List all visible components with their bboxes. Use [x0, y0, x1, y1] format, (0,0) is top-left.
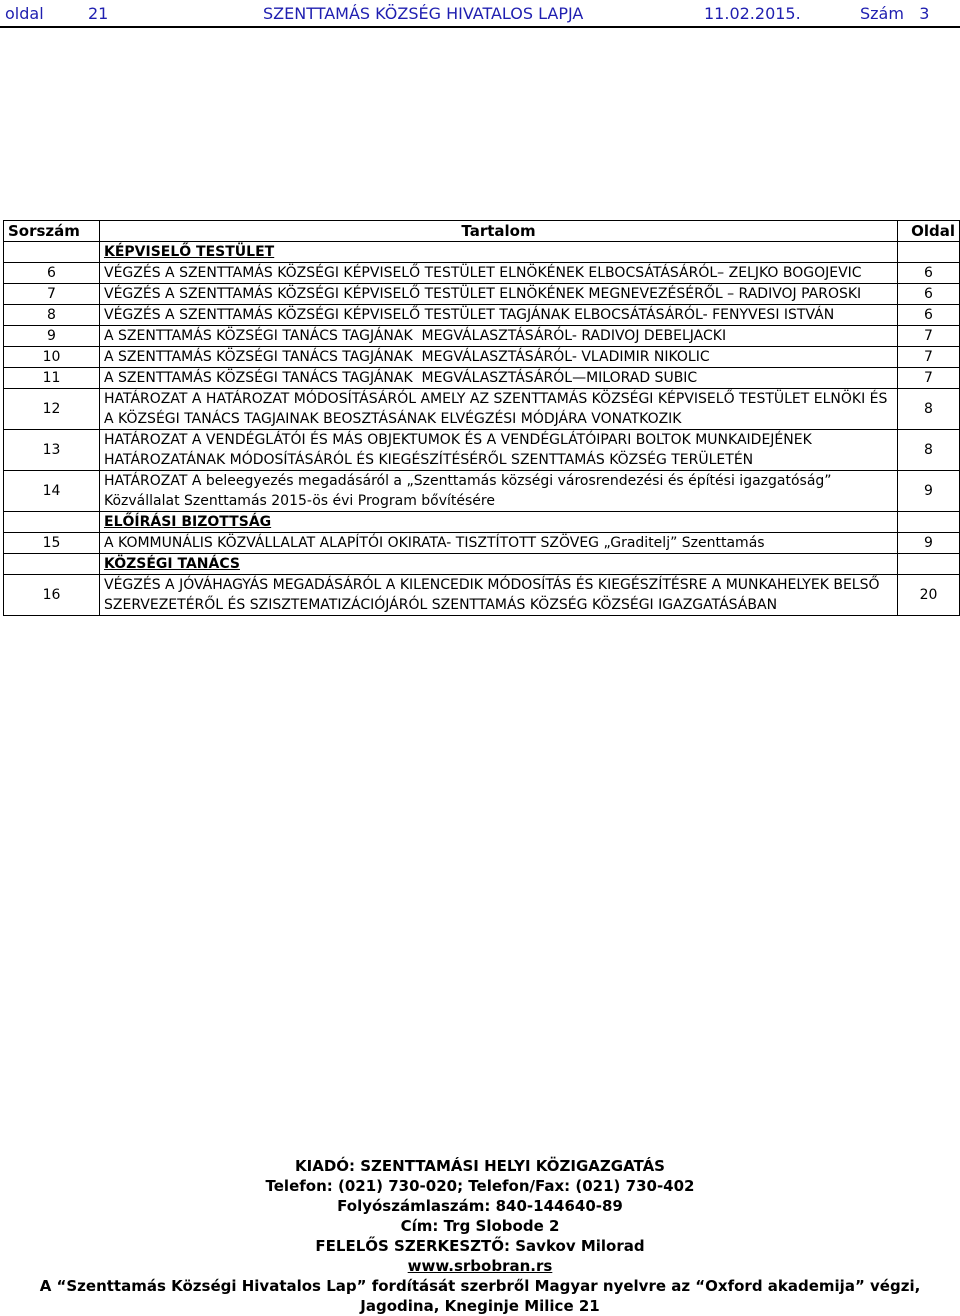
table-row — [4, 263, 960, 284]
row-number: 15 — [4, 533, 100, 554]
table-row — [4, 430, 960, 471]
row-content: A SZENTTAMÁS KÖZSÉGI TANÁCS TAGJÁNAK MEGVÁLASZTÁSÁRÓL- RADIVOJ DEBELJACKI — [100, 326, 898, 347]
table-row — [4, 575, 960, 616]
row-content: VÉGZÉS A SZENTTAMÁS KÖZSÉGI KÉPVISELŐ TESTÜLET TAGJÁNAK ELBOCSÁTÁSÁRÓL- FENYVESI ISTVÁN — [100, 305, 898, 326]
table-row — [4, 347, 960, 368]
row-content: A SZENTTAMÁS KÖZSÉGI TANÁCS TAGJÁNAK MEGVÁLASZTÁSÁRÓL- VLADIMIR NIKOLIC — [100, 347, 898, 368]
row-content: VÉGZÉS A SZENTTAMÁS KÖZSÉGI KÉPVISELŐ TESTÜLET ELNÖKÉNEK MEGNEVEZÉSÉRŐL – RADIVOJ PAROSKI — [100, 284, 898, 305]
row-page: 7 — [898, 326, 960, 347]
table-row — [4, 533, 960, 554]
section-title-kepviselo: KÉPVISELŐ TESTÜLET — [100, 242, 898, 263]
column-header-content: Tartalom — [100, 221, 898, 242]
page-footer — [0, 1156, 960, 1316]
row-number: 10 — [4, 347, 100, 368]
row-number: 12 — [4, 389, 100, 430]
section-title-kozsegi: KÖZSÉGI TANÁCS — [100, 554, 898, 575]
row-number: 16 — [4, 575, 100, 616]
footer-editor: FELELŐS SZERKESZTŐ: Savkov Milorad — [315, 1237, 645, 1255]
row-page: 6 — [898, 305, 960, 326]
row-page: 20 — [898, 575, 960, 616]
header-title: SZENTTAMÁS KÖZSÉG HIVATALOS LAPJA — [263, 4, 584, 23]
row-page: 7 — [898, 347, 960, 368]
header-issue: Szám 3 — [860, 4, 930, 23]
footer-publisher: KIADÓ: SZENTTAMÁSI HELYI KÖZIGAZGATÁS — [295, 1157, 665, 1175]
row-content: HATÁROZAT A beleegyezés megadásáról a „Szenttamás községi városrendezési és építési igazgatóság” Közvállalat Szenttamás 2015-ös évi Program bővítésére — [100, 471, 898, 512]
table-row — [4, 389, 960, 430]
footer-translation-address: Jagodina, Kneginje Milice 21 — [360, 1297, 600, 1315]
section-row-eloirasi — [4, 512, 960, 533]
table-row — [4, 284, 960, 305]
table-row — [4, 471, 960, 512]
table-row — [4, 326, 960, 347]
row-page: 8 — [898, 430, 960, 471]
row-number: 9 — [4, 326, 100, 347]
section-row-kepviselo — [4, 242, 960, 263]
row-number: 7 — [4, 284, 100, 305]
row-number: 8 — [4, 305, 100, 326]
row-page: 6 — [898, 284, 960, 305]
row-content: VÉGZÉS A SZENTTAMÁS KÖZSÉGI KÉPVISELŐ TESTÜLET ELNÖKÉNEK ELBOCSÁTÁSÁRÓL– ZELJKO BOGOJEVIC — [100, 263, 898, 284]
row-page: 9 — [898, 471, 960, 512]
row-page: 9 — [898, 533, 960, 554]
section-row-kozsegi — [4, 554, 960, 575]
column-header-number: Sorszám — [4, 221, 100, 242]
header-date: 11.02.2015. — [704, 4, 801, 23]
row-number: 14 — [4, 471, 100, 512]
section-title-eloirasi: ELŐÍRÁSI BIZOTTSÁG — [100, 512, 898, 533]
footer-website-link[interactable]: www.srbobran.rs — [407, 1257, 553, 1275]
column-header-page: Oldal — [898, 221, 960, 242]
row-content: A SZENTTAMÁS KÖZSÉGI TANÁCS TAGJÁNAK MEGVÁLASZTÁSÁRÓL—MILORAD SUBIC — [100, 368, 898, 389]
footer-address: Cím: Trg Slobode 2 — [400, 1217, 560, 1235]
row-content: A KOMMUNÁLIS KÖZVÁLLALAT ALAPÍTÓI OKIRATA- TISZTÍTOTT SZÖVEG „Graditelj” Szenttamás — [100, 533, 898, 554]
footer-phone: Telefon: (021) 730-020; Telefon/Fax: (021) 730-402 — [265, 1177, 695, 1195]
row-number: 6 — [4, 263, 100, 284]
row-content: HATÁROZAT A VENDÉGLÁTÓI ÉS MÁS OBJEKTUMOK ÉS A VENDÉGLÁTÓIPARI BOLTOK MUNKAIDEJÉNEK HATÁROZATÁNAK MÓDOSÍTÁSÁRÓL ÉS KIEGÉSZÍTÉSÉRŐL SZENTTAMÁS KÖZSÉG TERÜLETÉN — [100, 430, 898, 471]
page-header — [0, 0, 960, 28]
row-content: VÉGZÉS A JÓVÁHAGYÁS MEGADÁSÁRÓL A KILENCEDIK MÓDOSÍTÁS ÉS KIEGÉSZÍTÉSRE A MUNKAHELYEK BELSŐ SZERVEZETÉRŐL ÉS SZISZTEMATIZÁCIÓJÁRÓL SZENTTAMÁS KÖZSÉG KÖZSÉGI IGAZGATÁSÁBAN — [100, 575, 898, 616]
table-of-contents — [3, 220, 960, 616]
row-page: 7 — [898, 368, 960, 389]
row-number: 11 — [4, 368, 100, 389]
row-content: HATÁROZAT A HATÁROZAT MÓDOSÍTÁSÁRÓL AMELY AZ SZENTTAMÁS KÖZSÉGI KÉPVISELŐ TESTÜLET ELNÖKI ÉS A KÖZSÉGI TANÁCS TAGJAINAK BEOSZTÁSÁNAK ELVÉGZÉSI MÓDJÁRA VONATKOZIK — [100, 389, 898, 430]
footer-account: Folyószámlaszám: 840-144640-89 — [337, 1197, 623, 1215]
footer-translation: A “Szenttamás Községi Hivatalos Lap” fordítását szerbről Magyar nyelvre az “Oxford akademija” végzi, — [39, 1277, 921, 1295]
table-row — [4, 368, 960, 389]
row-page: 8 — [898, 389, 960, 430]
row-page: 6 — [898, 263, 960, 284]
table-row — [4, 305, 960, 326]
header-page-label: oldal — [5, 4, 44, 23]
table-header-row — [4, 221, 960, 242]
row-number: 13 — [4, 430, 100, 471]
header-page-number: 21 — [88, 4, 109, 23]
